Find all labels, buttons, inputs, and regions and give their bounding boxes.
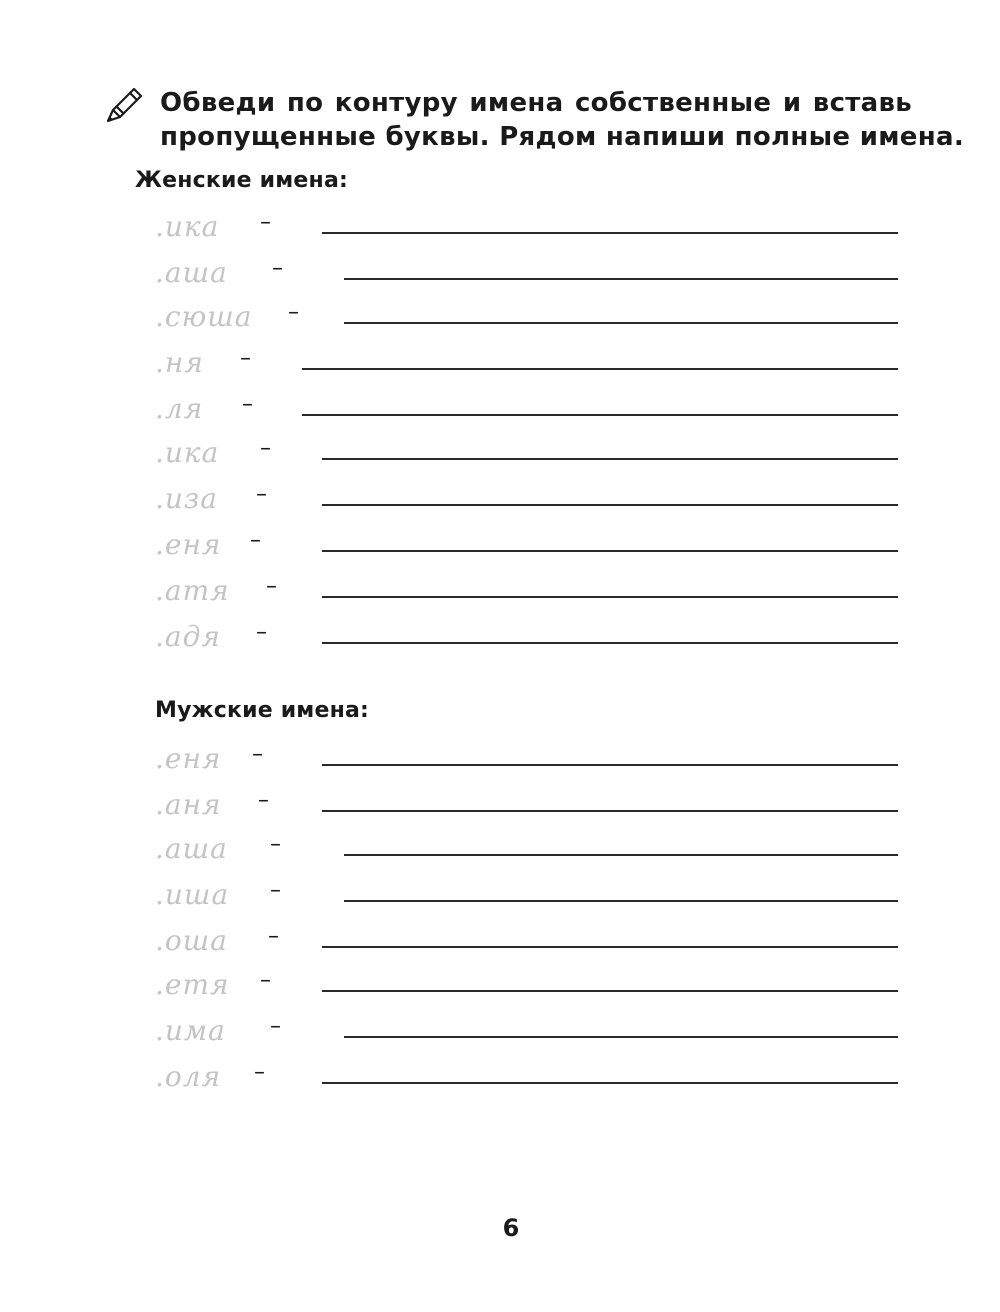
- dash: –: [254, 1060, 265, 1085]
- answer-line[interactable]: [322, 1082, 898, 1084]
- name-fragment[interactable]: .иша: [155, 878, 230, 911]
- task-instruction: [160, 86, 964, 154]
- name-fragment[interactable]: .ика: [155, 210, 220, 243]
- name-row: [0, 878, 1000, 924]
- dash: –: [252, 742, 263, 767]
- name-fragment[interactable]: .аша: [155, 832, 228, 865]
- dash: –: [270, 878, 281, 903]
- dash: –: [256, 482, 267, 507]
- pencil-icon: [104, 84, 148, 124]
- answer-line[interactable]: [322, 232, 898, 234]
- dash: –: [288, 300, 299, 325]
- name-row: [0, 742, 1000, 788]
- name-fragment[interactable]: .еня: [155, 742, 222, 775]
- dash: –: [270, 832, 281, 857]
- name-row: [0, 1060, 1000, 1106]
- name-fragment[interactable]: .адя: [155, 620, 221, 653]
- name-row: [0, 924, 1000, 970]
- dash: –: [266, 574, 277, 599]
- name-fragment[interactable]: .етя: [155, 968, 230, 1001]
- instruction-line-1: Обведи по контуру имена собственные и вставь: [160, 88, 912, 118]
- name-fragment[interactable]: .атя: [155, 574, 230, 607]
- answer-line[interactable]: [344, 322, 898, 324]
- name-row: [0, 968, 1000, 1014]
- dash: –: [242, 392, 253, 417]
- dash: –: [258, 788, 269, 813]
- name-fragment[interactable]: .сюша: [155, 300, 253, 333]
- answer-line[interactable]: [302, 414, 898, 416]
- name-row: [0, 436, 1000, 482]
- dash: –: [260, 210, 271, 235]
- female-names-title: Женские имена:: [135, 168, 348, 193]
- name-fragment[interactable]: .еня: [155, 528, 222, 561]
- name-fragment[interactable]: .ня: [155, 346, 204, 379]
- name-row: [0, 256, 1000, 302]
- dash: –: [260, 968, 271, 993]
- answer-line[interactable]: [322, 946, 898, 948]
- name-row: [0, 482, 1000, 528]
- name-fragment[interactable]: .аня: [155, 788, 222, 821]
- name-row: [0, 392, 1000, 438]
- answer-line[interactable]: [344, 854, 898, 856]
- dash: –: [268, 924, 279, 949]
- name-fragment[interactable]: .иза: [155, 482, 218, 515]
- name-fragment[interactable]: .ика: [155, 436, 220, 469]
- answer-line[interactable]: [344, 900, 898, 902]
- answer-line[interactable]: [344, 278, 898, 280]
- dash: –: [250, 528, 261, 553]
- dash: –: [270, 1014, 281, 1039]
- name-row: [0, 210, 1000, 256]
- name-row: [0, 832, 1000, 878]
- instruction-line-2: пропущенные буквы. Рядом напиши полные имена.: [160, 122, 964, 152]
- answer-line[interactable]: [322, 810, 898, 812]
- name-row: [0, 574, 1000, 620]
- name-row: [0, 346, 1000, 392]
- male-names-title: Мужские имена:: [155, 698, 370, 723]
- name-fragment[interactable]: .оша: [155, 924, 228, 957]
- name-row: [0, 788, 1000, 834]
- answer-line[interactable]: [344, 1036, 898, 1038]
- answer-line[interactable]: [302, 368, 898, 370]
- answer-line[interactable]: [322, 596, 898, 598]
- name-row: [0, 1014, 1000, 1060]
- dash: –: [260, 436, 271, 461]
- answer-line[interactable]: [322, 550, 898, 552]
- name-row: [0, 300, 1000, 346]
- name-fragment[interactable]: .оля: [155, 1060, 222, 1093]
- name-fragment[interactable]: .ля: [155, 392, 204, 425]
- dash: –: [256, 620, 267, 645]
- name-fragment[interactable]: .има: [155, 1014, 226, 1047]
- name-fragment[interactable]: .аша: [155, 256, 228, 289]
- answer-line[interactable]: [322, 504, 898, 506]
- answer-line[interactable]: [322, 990, 898, 992]
- answer-line[interactable]: [322, 764, 898, 766]
- dash: –: [272, 256, 283, 281]
- answer-line[interactable]: [322, 458, 898, 460]
- name-row: [0, 528, 1000, 574]
- name-row: [0, 620, 1000, 666]
- dash: –: [240, 346, 251, 371]
- answer-line[interactable]: [322, 642, 898, 644]
- page-number: 6: [502, 1214, 520, 1242]
